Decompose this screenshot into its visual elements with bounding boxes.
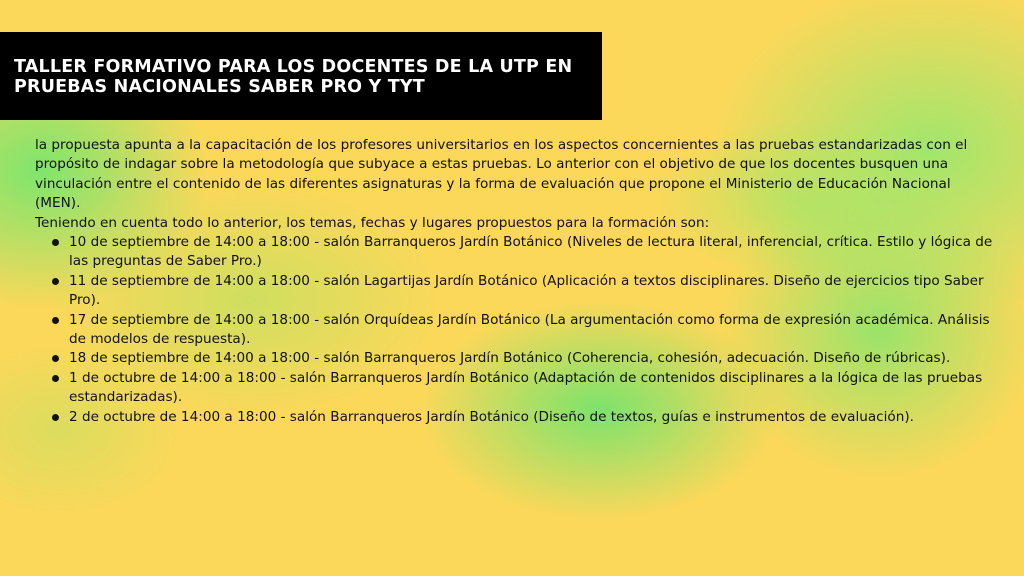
slide-body — [35, 136, 995, 427]
list-item-text: 18 de septiembre de 14:00 a 18:00 - salón Barranqueros Jardín Botánico (Coherencia, cohesión, adecuación. Diseño de rúbricas). — [69, 350, 951, 367]
intro-paragraph: la propuesta apunta a la capacitación de los profesores universitarios en los aspectos concernientes a las pruebas estandarizadas con el propósito de indagar sobre la metodología que subyace a estas pruebas. Lo anterior con el objetivo de que los docentes busquen una vinculación entre el contenido de las diferentes asignaturas y la forma de evaluación que propone el Ministerio de Educación Nacional (MEN). — [35, 137, 968, 212]
bullet-icon — [52, 278, 59, 285]
bullet-icon — [52, 355, 59, 362]
page-title: TALLER FORMATIVO PARA LOS DOCENTES DE LA UTP EN PRUEBAS NACIONALES SABER PRO Y TYT — [14, 57, 573, 97]
list-item-text: 2 de octubre de 14:00 a 18:00 - salón Barranqueros Jardín Botánico (Diseño de textos, guías e instrumentos de evaluación). — [69, 408, 914, 425]
list-item — [69, 369, 995, 408]
list-item — [69, 311, 995, 350]
bullet-icon — [52, 317, 59, 324]
list-item-text: 11 de septiembre de 14:00 a 18:00 - salón Lagartijas Jardín Botánico (Aplicación a textos disciplinares. Diseño de ejercicios tipo Saber Pro). — [69, 272, 984, 309]
list-item — [69, 272, 995, 311]
title-banner — [0, 32, 602, 120]
list-item — [69, 233, 995, 272]
list-item — [69, 349, 995, 368]
bullet-icon — [52, 375, 59, 382]
bullet-icon — [52, 414, 59, 421]
list-item-text: 1 de octubre de 14:00 a 18:00 - salón Barranqueros Jardín Botánico (Adaptación de contenidos disciplinares a la lógica de las pruebas estandarizadas). — [69, 369, 983, 406]
list-item — [69, 408, 995, 427]
session-list — [35, 233, 995, 427]
list-item-text: 17 de septiembre de 14:00 a 18:00 - salón Orquídeas Jardín Botánico (La argumentación como forma de expresión académica. Análisis de modelos de respuesta). — [69, 311, 990, 348]
list-item-text: 10 de septiembre de 14:00 a 18:00 - salón Barranqueros Jardín Botánico (Niveles de lectura literal, inferencial, crítica. Estilo y lógica de las preguntas de Saber Pro.) — [69, 234, 993, 270]
lead-paragraph: Teniendo en cuenta todo lo anterior, los temas, fechas y lugares propuestos para la formación son: — [35, 214, 710, 231]
bullet-icon — [52, 239, 59, 246]
